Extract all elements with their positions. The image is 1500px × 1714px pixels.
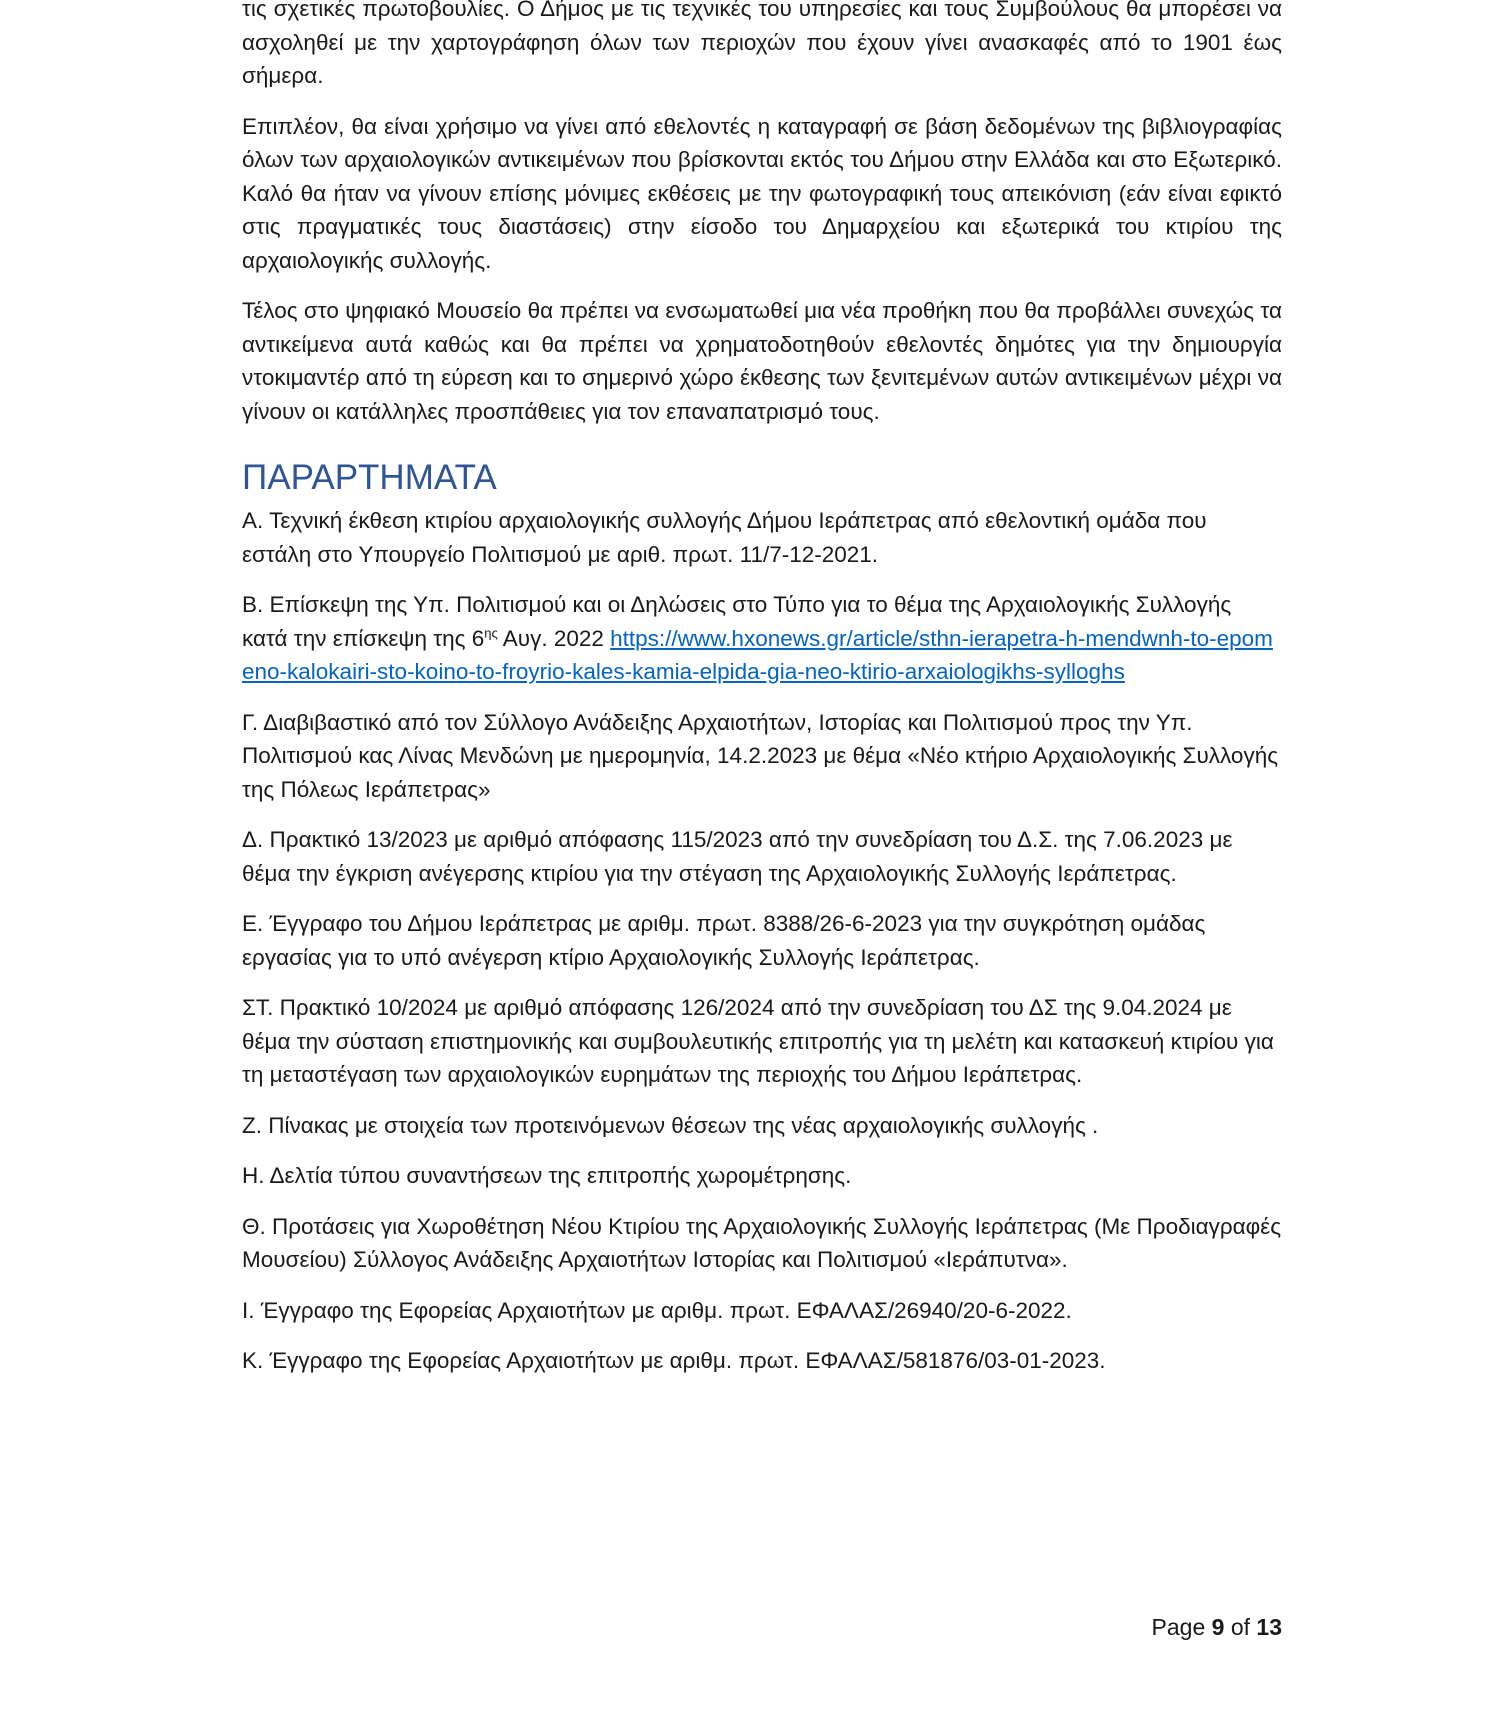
annex-h: Η. Δελτία τύπου συναντήσεων της επιτροπής χωρομέτρησης. (242, 1163, 852, 1188)
annex-k: Κ. Έγγραφο της Εφορείας Αρχαιοτήτων με αριθμ. πρωτ. ΕΦΑΛΑΣ/581876/03-01-2023. (242, 1348, 1106, 1373)
annex-th: Θ. Προτάσεις για Χωροθέτηση Νέου Κτιρίου της Αρχαιολογικής Συλλογής Ιεράπετρας (Με Προδιαγραφές Μουσείου) Σύλλογος Ανάδειξης Αρχαιοτήτων Ιστορίας και Πολιτισμού «Ιεράπυτνα». (242, 1213, 1282, 1272)
total-pages: 13 (1256, 1614, 1282, 1640)
annex-b-superscript: ης (484, 625, 498, 640)
body-paragraph-3: Τέλος στο ψηφιακό Μουσείο θα πρέπει να ενσωματωθεί μια νέα προθήκη που θα προβάλλει συνεχώς τα αντικείμενα αυτά καθώς και θα πρέπει να χρηματοδοτηθούν εθελοντές δημότες για την δημιουργία ντοκιμαντέρ από τη εύρεση και το σημερινό χώρο έκθεσης των ξενιτεμένων αυτών αντικειμένων μέχρι να γίνουν οι κατάλληλες προσπάθειες για τον επαναπατρισμό τους. (242, 298, 1282, 424)
annex-b-text: Β. Επίσκεψη της Υπ. Πολιτισμού και οι Δηλώσεις στο Τύπο για το θέμα της Αρχαιολογικής Συλλογής κατά την επίσκεψη της 6 (242, 592, 1232, 651)
annex-d: Δ. Πρακτικό 13/2023 με αριθμό απόφασης 115/2023 από την συνεδρίαση του Δ.Σ. της 7.06.2023 με θέμα την έγκριση ανέγερσης κτιρίου για την στέγαση της Αρχαιολογικής Συλλογής Ιεράπετρας. (242, 827, 1233, 886)
annexes-heading: ΠΑΡΑΡΤΗΜΑΤΑ (242, 458, 497, 497)
page-label: Page (1151, 1614, 1212, 1640)
annex-c: Γ. Διαβιβαστικό από τον Σύλλογο Ανάδειξης Αρχαιοτήτων, Ιστορίας και Πολιτισμού προς την Υπ. Πολιτισμού κας Λίνας Μενδώνη με ημερομηνία, 14.2.2023 με θέμα «Νέο κτήριο Αρχαιολογικής Συλλογής της Πόλεως Ιεράπετρας» (242, 709, 1279, 802)
document-page (242, 0, 1282, 1395)
annex-i: Ι. Έγγραφο της Εφορείας Αρχαιοτήτων με αριθμ. πρωτ. ΕΦΑΛΑΣ/26940/20-6-2022. (242, 1297, 1072, 1323)
of-label: of (1224, 1614, 1257, 1640)
annex-b (242, 588, 1282, 689)
annex-b-link[interactable]: https://www.hxonews.gr/article/sthn-ierapetra-h-mendwnh-to-epomeno-kalokairi-sto-koino-to-froyrio-kales-kamia-elpida-gia-neo-ktirio-arxaiologikhs-sylloghs (242, 625, 1273, 684)
body-paragraph-2: Επιπλέον, θα είναι χρήσιμο να γίνει από εθελοντές η καταγραφή σε βάση δεδομένων της βιβλιογραφίας όλων των αρχαιολογικών αντικειμένων που βρίσκονται εκτός του Δήμου στην Ελλάδα και στο Εξωτερικό. Καλό θα ήταν να γίνουν επίσης μόνιμες εκθέσεις με την φωτογραφική τους απεικόνιση (εάν είναι εφικτό στις πραγματικές τους διαστάσεις) στην είσοδο του Δημαρχείου και εξωτερικά του κτιρίου της αρχαιολογικής συλλογής. (242, 113, 1282, 273)
annex-e: Ε. Έγγραφο του Δήμου Ιεράπετρας με αριθμ. πρωτ. 8388/26-6-2023 για την συγκρότηση ομάδας εργασίας για το υπό ανέγερση κτίριο Αρχαιολογικής Συλλογής Ιεράπετρας. (242, 911, 1206, 970)
annex-a: Α. Τεχνική έκθεση κτιρίου αρχαιολογικής συλλογής Δήμου Ιεράπετρας από εθελοντική ομάδα που εστάλη στο Υπουργείο Πολιτισμού με αριθ. πρωτ. 11/7-12-2021. (242, 508, 1207, 567)
body-paragraph-1: τις σχετικές πρωτοβουλίες. Ο Δήμος με τις τεχνικές του υπηρεσίες και τους Συμβούλους θα μπορέσει να ασχοληθεί με την χαρτογράφηση όλων των περιοχών που έχουν γίνει ανασκαφές από το 1901 έως σήμερα. (242, 0, 1282, 88)
annex-st: ΣΤ. Πρακτικό 10/2024 με αριθμό απόφασης 126/2024 από την συνεδρίαση του ΔΣ της 9.04.2024 με θέμα την σύσταση επιστημονικής και συμβουλευτικής επιτροπής για τη μελέτη και κατασκευή κτιρίου για τη μεταστέγαση των αρχαιολογικών ευρημάτων της περιοχής του Δήμου Ιεράπετρας. (242, 995, 1274, 1087)
annex-z: Ζ. Πίνακας με στοιχεία των προτεινόμενων θέσεων της νέας αρχαιολογικής συλλογής . (242, 1112, 1099, 1138)
page-number: 9 (1211, 1614, 1225, 1640)
page-footer (1152, 1614, 1282, 1641)
annex-b-date: Αυγ. 2022 (497, 625, 611, 651)
